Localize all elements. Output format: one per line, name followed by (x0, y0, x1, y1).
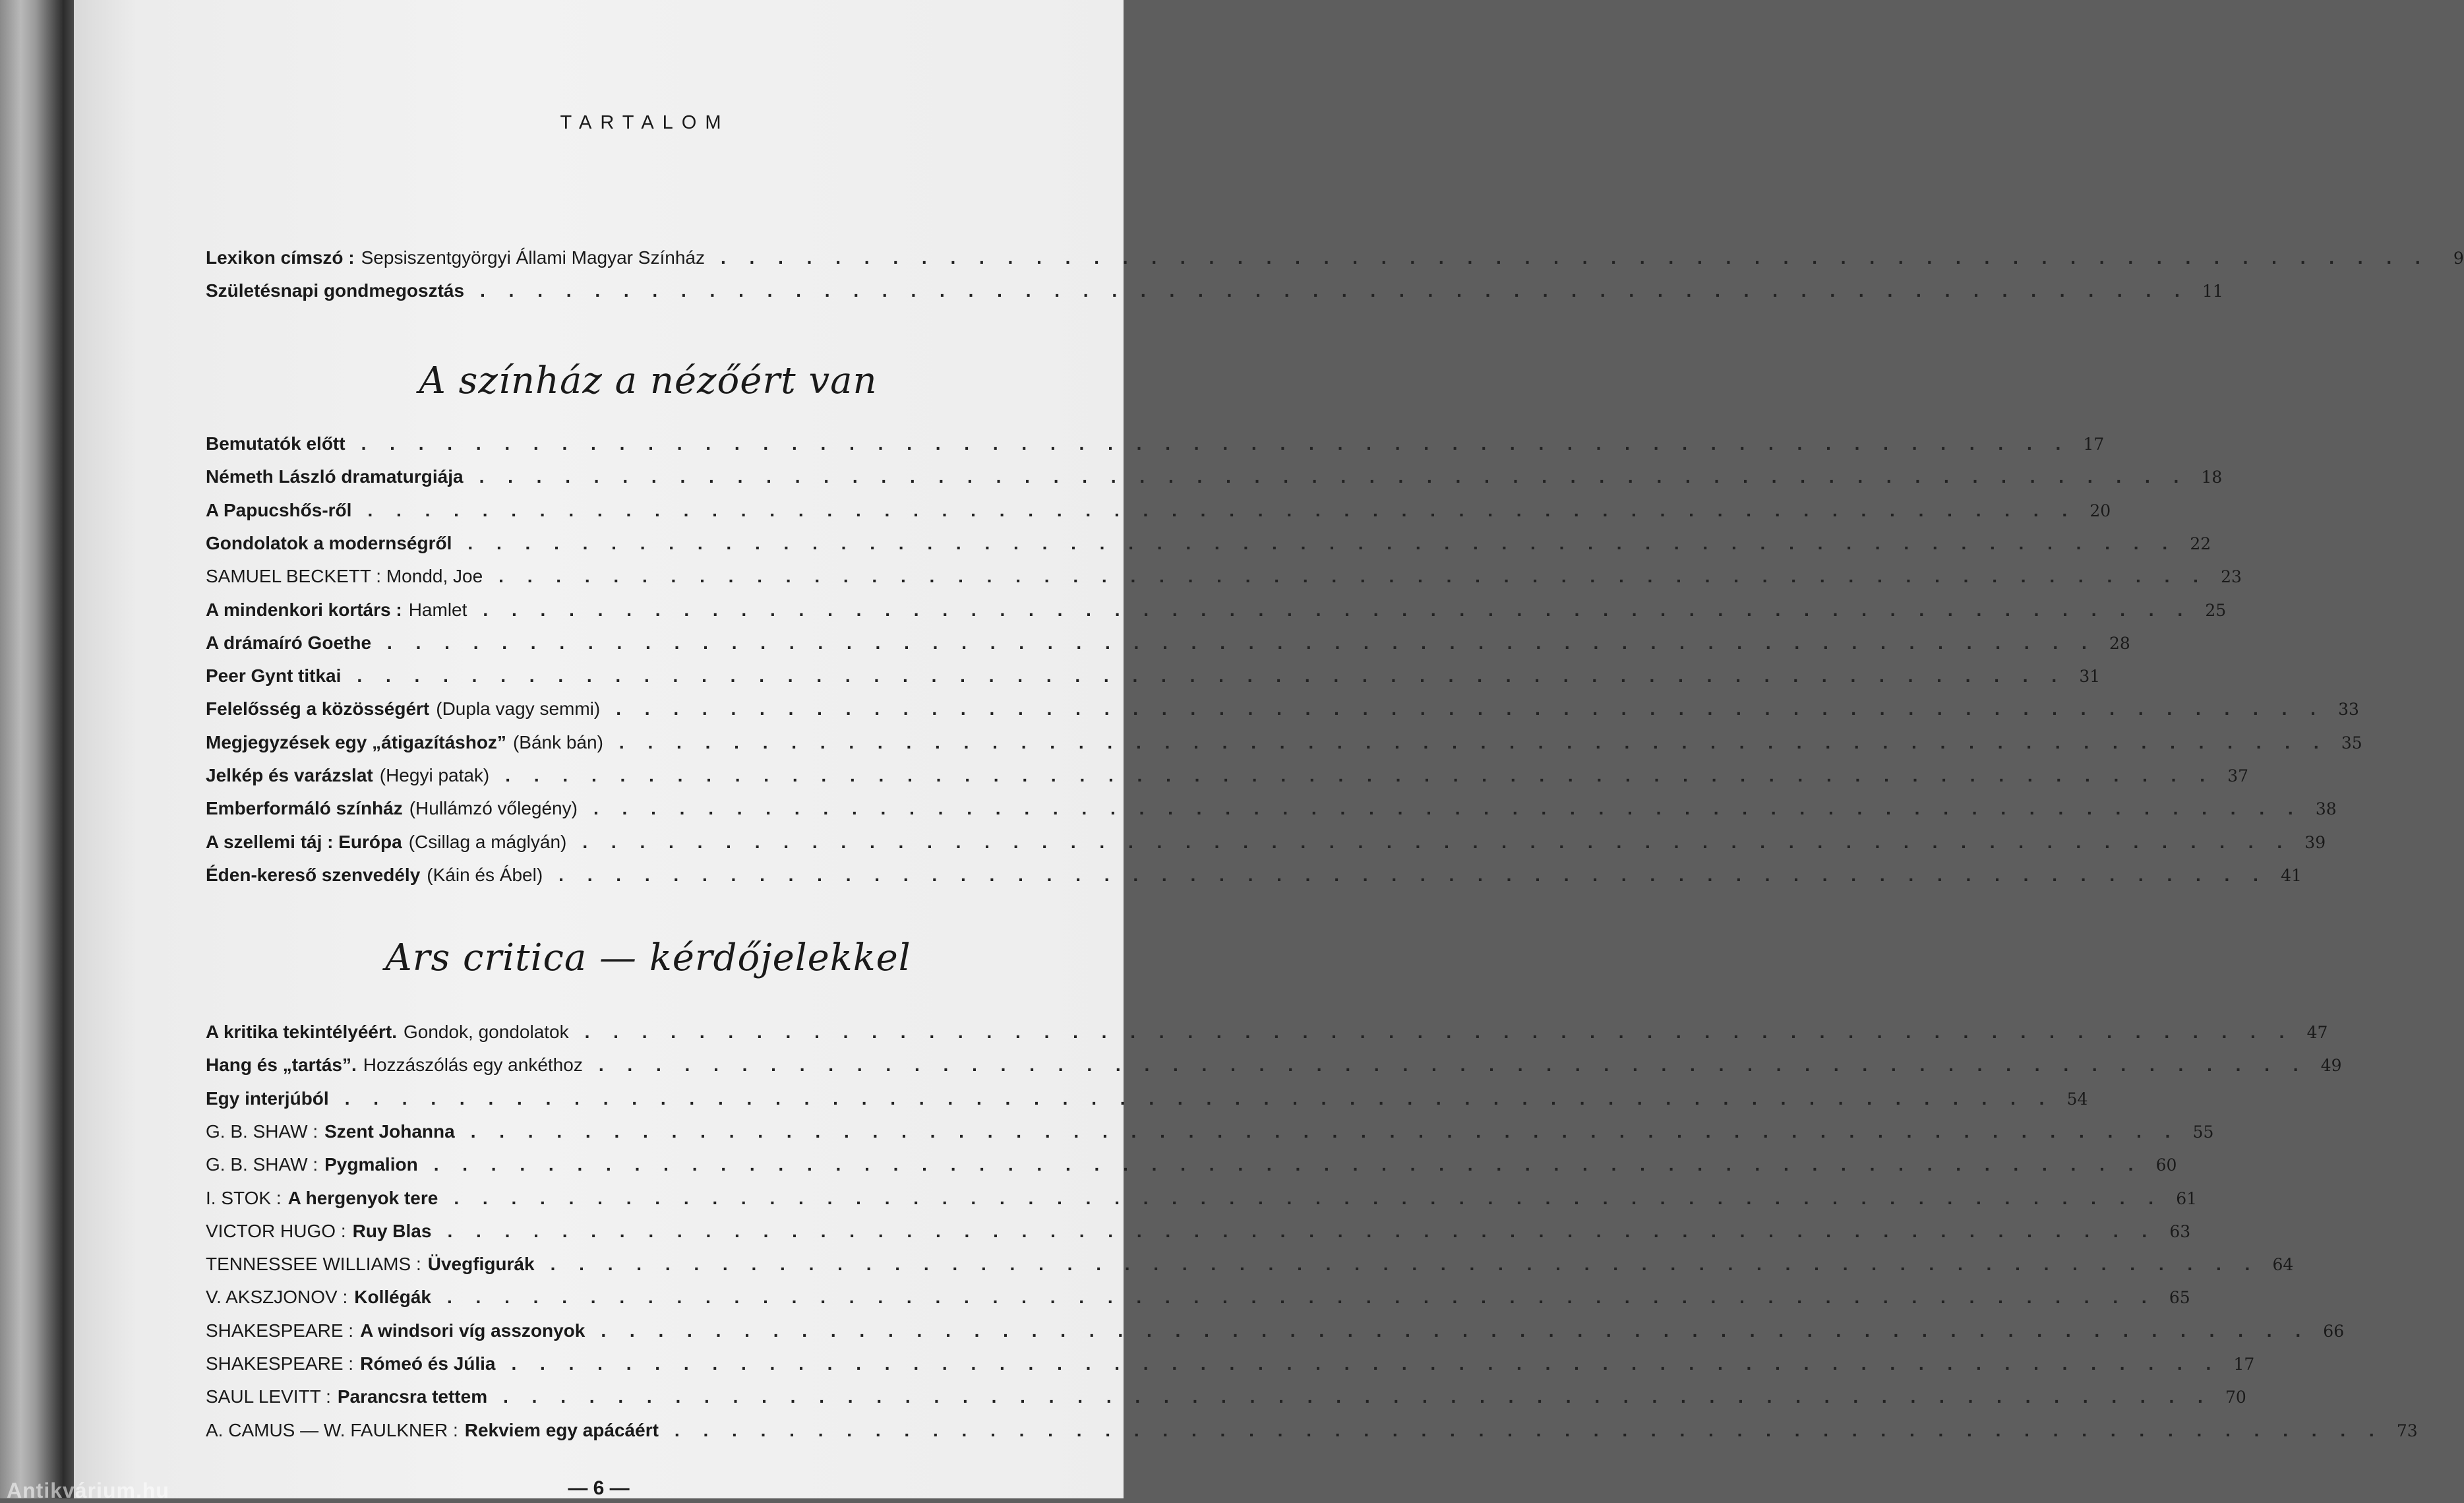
entry-page-number: 9 (2453, 249, 2464, 268)
toc-entry (206, 1287, 2190, 1316)
entry-title: Jelkép és varázslat (206, 765, 373, 785)
entry-title: A mindenkori kortárs : (206, 599, 402, 620)
toc-entry (206, 632, 2130, 661)
toc-entry (206, 765, 2249, 794)
entry-subtitle: I. STOK : (206, 1187, 282, 1208)
entry-page-number: 64 (2272, 1255, 2294, 1275)
entry-page-number: 20 (2089, 501, 2111, 520)
toc-entry (206, 1154, 2177, 1183)
dot-leader: . . . . . . . . . . . . . . . . . . . . . . . . . . . . . . . . . . . . . . . . . . . . . . . . . . . . . . . . . . . . (344, 1088, 2054, 1109)
entry-page-number: 47 (2306, 1023, 2328, 1042)
entry-title: Megjegyzések egy „átigazításhoz” (206, 731, 506, 752)
dot-leader: . . . . . . . . . . . . . . . . . . . . . . . . . . . . . . . . . . . . . . . . . . . . . . . . . . . . . . . . . . . . (593, 798, 2302, 819)
dot-leader: . . . . . . . . . . . . . . . . . . . . . . . . . . . . . . . . . . . . . . . . . . . . . . . . . . . . . . . . . . . . (480, 280, 2189, 301)
entry-title: Gondolatok a modernségről (206, 532, 452, 553)
entry-work-title: Ruy Blas (352, 1220, 432, 1241)
book-spine (0, 0, 74, 1498)
entry-subtitle: (Káin és Ábel) (427, 864, 543, 885)
entry-subtitle: G. B. SHAW : (206, 1154, 318, 1175)
toc-entry (206, 1055, 2342, 1084)
entry-page-number: 31 (2079, 667, 2101, 687)
entry-subtitle: Gondok, gondolatok (403, 1022, 569, 1042)
entry-page-number: 18 (2201, 468, 2223, 487)
entry-work-title: Parancsra tettem (337, 1386, 488, 1407)
entry-page-number: 38 (2315, 799, 2337, 819)
entry-work-title: Pygmalion (324, 1154, 418, 1175)
entry-subtitle: (Dupla vagy semmi) (436, 698, 601, 720)
entry-page-number: 23 (2221, 567, 2242, 587)
entry-title: Bemutatók előtt (206, 433, 346, 454)
entry-title: Emberformáló színház (206, 798, 403, 819)
dot-leader: . . . . . . . . . . . . . . . . . . . . . . . . . . . . . . . . . . . . . . . . . . . . . . . . . . . . . . . . . . . . (601, 1320, 2310, 1341)
entry-work-title: Rekviem egy apácáért (464, 1419, 659, 1440)
entry-title: Születésnapi gondmegosztás (206, 280, 465, 301)
dot-leader: . . . . . . . . . . . . . . . . . . . . . . . . . . . . . . . . . . . . . . . . . . . . . . . . . . . . . . . . . . . . (361, 433, 2070, 454)
entry-title: A kritika tekintélyéért. (206, 1022, 397, 1042)
toc-entry (206, 1088, 2088, 1117)
dot-leader: . . . . . . . . . . . . . . . . . . . . . . . . . . . . . . . . . . . . . . . . . . . . . . . . . . . . . . . . . . . . (558, 864, 2268, 885)
section-title-2: Ars critica — kérdőjelekkel (385, 936, 911, 979)
dot-leader: . . . . . . . . . . . . . . . . . . . . . . . . . . . . . . . . . . . . . . . . . . . . . . . . . . . . . . . . . . . . (550, 1254, 2260, 1275)
entry-subtitle: Hamlet (408, 599, 467, 620)
dot-leader: . . . . . . . . . . . . . . . . . . . . . . . . . . . . . . . . . . . . . . . . . . . . . . . . . . . . . . . . . . . . (483, 599, 2192, 620)
toc-entry (206, 599, 2227, 629)
entry-page-number: 17 (2233, 1355, 2255, 1374)
entry-title: A drámaíró Goethe (206, 632, 372, 653)
dot-leader: . . . . . . . . . . . . . . . . . . . . . . . . . . . . . . . . . . . . . . . . . . . . . . . . . . . . . . . . . . . . (387, 632, 2096, 653)
entry-page-number: 66 (2323, 1321, 2345, 1341)
toc-entry (206, 831, 2326, 861)
entry-subtitle: SHAKESPEARE : (206, 1320, 354, 1341)
dot-leader: . . . . . . . . . . . . . . . . . . . . . . . . . . . . . . . . . . . . . . . . . . . . . . . . . . . . . . . . . . . . (582, 831, 2292, 852)
toc-entry (206, 731, 2362, 761)
dot-leader: . . . . . . . . . . . . . . . . . . . . . . . . . . . . . . . . . . . . . . . . . . . . . . . . . . . . . . . . . . . . (503, 1386, 2212, 1407)
entry-title: Hang és „tartás”. (206, 1055, 357, 1076)
toc-entry (206, 1022, 2328, 1051)
entry-title: A szellemi táj : Európa (206, 831, 402, 852)
entry-page-number: 61 (2176, 1188, 2198, 1208)
dot-leader: . . . . . . . . . . . . . . . . . . . . . . . . . . . . . . . . . . . . . . . . . . . . . . . . . . . . . . . . . . . . (505, 765, 2215, 785)
entry-subtitle: SAMUEL BECKETT : Mondd, Joe (206, 566, 483, 587)
entry-subtitle: A. CAMUS — W. FAULKNER : (206, 1419, 458, 1440)
toc-entry (206, 1220, 2191, 1250)
toc-entry (206, 499, 2111, 529)
entry-subtitle: TENNESSEE WILLIAMS : (206, 1254, 421, 1275)
entry-page-number: 11 (2202, 282, 2223, 301)
toc-entry (206, 1419, 2418, 1449)
dot-leader: . . . . . . . . . . . . . . . . . . . . . . . . . . . . . . . . . . . . . . . . . . . . . . . . . . . . . . . . . . . . (479, 466, 2188, 487)
entry-page-number: 33 (2338, 700, 2359, 720)
entry-title: Felelősség a közösségért (206, 698, 430, 720)
toc-entry (206, 1187, 2198, 1217)
toc-entry (206, 665, 2101, 694)
dot-leader: . . . . . . . . . . . . . . . . . . . . . . . . . . . . . . . . . . . . . . . . . . . . . . . . . . . . . . . . . . . . (447, 1220, 2157, 1241)
entry-subtitle: Sepsiszentgyörgyi Állami Magyar Színház (361, 247, 705, 268)
dot-leader: . . . . . . . . . . . . . . . . . . . . . . . . . . . . . . . . . . . . . . . . . . . . . . . . . . . . . . . . . . . . (616, 698, 2325, 720)
toc-entry (206, 433, 2105, 462)
toc-entry (206, 1254, 2294, 1283)
entry-page-number: 28 (2109, 633, 2130, 653)
toc-entry (206, 1320, 2345, 1349)
entry-subtitle: SAUL LEVITT : (206, 1386, 331, 1407)
entry-page-number: 70 (2225, 1388, 2246, 1407)
entry-subtitle: (Bánk bán) (512, 731, 603, 752)
entry-work-title: Rómeó és Júlia (360, 1353, 496, 1374)
entry-subtitle: VICTOR HUGO : (206, 1220, 346, 1241)
toc-entry (206, 1386, 2246, 1415)
entry-page-number: 22 (2190, 534, 2211, 553)
entry-subtitle: G. B. SHAW : (206, 1120, 318, 1142)
dot-leader: . . . . . . . . . . . . . . . . . . . . . . . . . . . . . . . . . . . . . . . . . . . . . . . . . . . . . . . . . . . . (433, 1154, 2143, 1175)
entry-title: Egy interjúból (206, 1088, 329, 1109)
dot-leader: . . . . . . . . . . . . . . . . . . . . . . . . . . . . . . . . . . . . . . . . . . . . . . . . . . . . . . . . . . . . (584, 1022, 2294, 1042)
dot-leader: . . . . . . . . . . . . . . . . . . . . . . . . . . . . . . . . . . . . . . . . . . . . . . . . . . . . . . . . . . . . (598, 1055, 2308, 1076)
entry-subtitle: (Hegyi patak) (379, 765, 490, 785)
entry-subtitle: Hozzászólás egy ankéthoz (363, 1055, 583, 1076)
toc-entry (206, 532, 2211, 562)
entry-title: Németh László dramaturgiája (206, 466, 464, 487)
entry-page-number: 35 (2341, 733, 2362, 752)
entry-page-number: 63 (2169, 1221, 2191, 1241)
dot-leader: . . . . . . . . . . . . . . . . . . . . . . . . . . . . . . . . . . . . . . . . . . . . . . . . . . . . . . . . . . . . (357, 665, 2066, 687)
entry-page-number: 39 (2304, 832, 2326, 852)
dot-leader: . . . . . . . . . . . . . . . . . . . . . . . . . . . . . . . . . . . . . . . . . . . . . . . . . . . . . . . . . . . . (470, 1120, 2180, 1142)
entry-work-title: Üvegfigurák (427, 1254, 535, 1275)
dot-leader: . . . . . . . . . . . . . . . . . . . . . . . . . . . . . . . . . . . . . . . . . . . . . . . . . . . . . . . . . . . . (674, 1419, 2384, 1440)
entry-title: Éden-kereső szenvedély (206, 864, 421, 885)
toc-entry (206, 1353, 2255, 1382)
page-number: — 6 — (568, 1477, 630, 1499)
dot-leader: . . . . . . . . . . . . . . . . . . . . . . . . . . . . . . . . . . . . . . . . . . . . . . . . . . . . . . . . . . . . (367, 499, 2077, 520)
entry-title: Peer Gynt titkai (206, 665, 342, 687)
entry-page-number: 55 (2192, 1122, 2214, 1142)
toc-entry (206, 698, 2359, 727)
entry-title: A Papucshős-ről (206, 499, 352, 520)
entry-work-title: A hergenyok tere (287, 1187, 438, 1208)
entry-title: Lexikon címszó : (206, 247, 355, 268)
entry-page-number: 60 (2155, 1155, 2177, 1175)
entry-page-number: 37 (2227, 766, 2249, 785)
toc-entry (206, 247, 2464, 276)
entry-page-number: 54 (2066, 1089, 2088, 1109)
entry-work-title: Szent Johanna (324, 1120, 455, 1142)
toc-entry (206, 466, 2223, 495)
dot-leader: . . . . . . . . . . . . . . . . . . . . . . . . . . . . . . . . . . . . . . . . . . . . . . . . . . . . . . . . . . . . (467, 532, 2177, 553)
toc-entry (206, 864, 2302, 894)
toc-entry (206, 1120, 2214, 1150)
dot-leader: . . . . . . . . . . . . . . . . . . . . . . . . . . . . . . . . . . . . . . . . . . . . . . . . . . . . . . . . . . . . (446, 1287, 2156, 1308)
entry-page-number: 25 (2205, 600, 2227, 620)
dot-leader: . . . . . . . . . . . . . . . . . . . . . . . . . . . . . . . . . . . . . . . . . . . . . . . . . . . . . . . . . . . . (511, 1353, 2221, 1374)
entry-subtitle: (Hullámzó vőlegény) (409, 798, 578, 819)
entry-page-number: 73 (2396, 1421, 2418, 1440)
entry-page-number: 17 (2083, 435, 2105, 454)
entry-work-title: Kollégák (354, 1287, 431, 1308)
toc-entry (206, 798, 2337, 827)
section-title-1: A színház a nézőért van (419, 359, 878, 402)
page-title: TARTALOM (560, 112, 730, 133)
entry-page-number: 41 (2281, 865, 2302, 885)
entry-page-number: 49 (2320, 1056, 2342, 1076)
dot-leader: . . . . . . . . . . . . . . . . . . . . . . . . . . . . . . . . . . . . . . . . . . . . . . . . . . . . . . . . . . . . (618, 731, 2328, 752)
toc-entry (206, 566, 2242, 595)
entry-work-title: A windsori víg asszonyok (360, 1320, 586, 1341)
dot-leader: . . . . . . . . . . . . . . . . . . . . . . . . . . . . . . . . . . . . . . . . . . . . . . . . . . . . . . . . . . . . (498, 566, 2208, 587)
toc-entry (206, 280, 2223, 309)
entry-page-number: 65 (2169, 1288, 2190, 1308)
watermark: Antikvárium.hu (7, 1479, 169, 1502)
entry-subtitle: (Csillag a máglyán) (408, 831, 567, 852)
entry-subtitle: SHAKESPEARE : (206, 1353, 354, 1374)
dot-leader: . . . . . . . . . . . . . . . . . . . . . . . . . . . . . . . . . . . . . . . . . . . . . . . . . . . . . . . . . . . . (720, 247, 2430, 268)
entry-subtitle: V. AKSZJONOV : (206, 1287, 348, 1308)
dot-leader: . . . . . . . . . . . . . . . . . . . . . . . . . . . . . . . . . . . . . . . . . . . . . . . . . . . . . . . . . . . . (454, 1187, 2163, 1208)
